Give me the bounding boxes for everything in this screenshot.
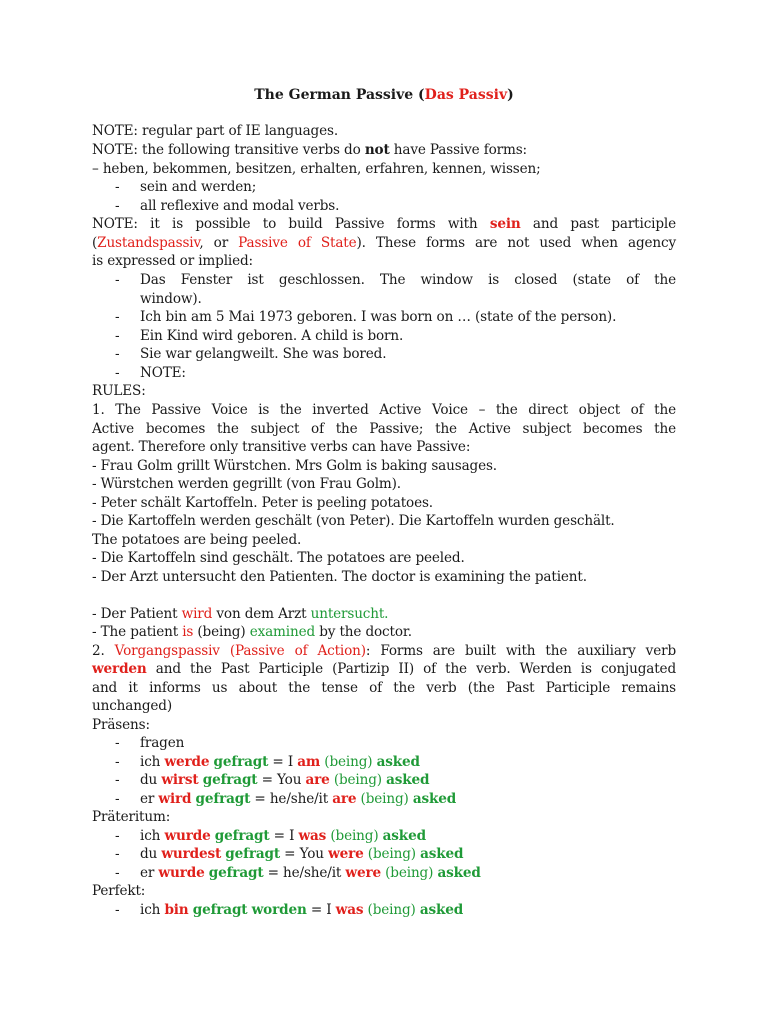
list-item: fragen <box>140 735 185 751</box>
note-line: NOTE: the following transitive verbs do not have Passive forms: <box>92 142 527 158</box>
note-line: (Zustandspassiv, or Passive of State). These forms are not used when agency <box>92 235 676 251</box>
example-line: - Frau Golm grillt Würstchen. Mrs Golm is baking sausages. <box>92 458 497 474</box>
conjugation-line: ich werde gefragt = I am (being) asked <box>140 754 420 770</box>
list-item: NOTE: <box>140 365 186 381</box>
bullet-dash: - <box>115 328 120 344</box>
tense-heading: Präteritum: <box>92 809 171 825</box>
rule-line: 1. The Passive Voice is the inverted Active Voice – the direct object of the <box>92 402 676 418</box>
rule-line: agent. Therefore only transitive verbs can have Passive: <box>92 439 471 455</box>
bullet-dash: - <box>115 846 120 862</box>
conjugation-line: er wird gefragt = he/she/it are (being) asked <box>140 791 457 807</box>
note-line: NOTE: regular part of IE languages. <box>92 123 339 139</box>
list-item: window). <box>140 291 202 307</box>
conjugation-line: ich wurde gefragt = I was (being) asked <box>140 828 426 844</box>
bullet-dash: - <box>115 828 120 844</box>
example-line: - Die Kartoffeln werden geschält (von Peter). Die Kartoffeln wurden geschält. <box>92 513 615 529</box>
example-line: - Peter schält Kartoffeln. Peter is peeling potatoes. <box>92 495 433 511</box>
bullet-dash: - <box>115 865 120 881</box>
conjugation-line: du wurdest gefragt = You were (being) asked <box>140 846 464 862</box>
note-line: – heben, bekommen, besitzen, erhalten, erfahren, kennen, wissen; <box>92 161 541 177</box>
rule-line: Active becomes the subject of the Passive; the Active subject becomes the <box>92 421 676 437</box>
bullet-dash: - <box>115 365 120 381</box>
section-heading: RULES: <box>92 383 146 399</box>
rule-line: unchanged) <box>92 698 172 714</box>
rule-line: werden and the Past Participle (Partizip II) of the verb. Werden is conjugated <box>92 661 676 677</box>
rule-line: and it informs us about the tense of the verb (the Past Participle remains <box>92 680 676 696</box>
example-line: - The patient is (being) examined by the doctor. <box>92 624 412 640</box>
bullet-dash: - <box>115 272 120 288</box>
document-title: The German Passive (Das Passiv) <box>254 87 514 103</box>
bullet-dash: - <box>115 754 120 770</box>
conjugation-line: du wirst gefragt = You are (being) asked <box>140 772 430 788</box>
bullet-dash: - <box>115 791 120 807</box>
note-line: NOTE: it is possible to build Passive forms with sein and past participle <box>92 216 676 232</box>
tense-heading: Präsens: <box>92 717 150 733</box>
bullet-dash: - <box>115 772 120 788</box>
example-line: - Der Arzt untersucht den Patienten. The doctor is examining the patient. <box>92 569 587 585</box>
list-item: all reflexive and modal verbs. <box>140 198 340 214</box>
example-line: - Würstchen werden gegrillt (von Frau Golm). <box>92 476 401 492</box>
bullet-dash: - <box>115 198 120 214</box>
example-line: - Die Kartoffeln sind geschält. The potatoes are peeled. <box>92 550 465 566</box>
conjugation-line: ich bin gefragt worden = I was (being) asked <box>140 902 464 918</box>
bullet-dash: - <box>115 346 120 362</box>
list-item: Ein Kind wird geboren. A child is born. <box>140 328 404 344</box>
list-item: sein and werden; <box>140 179 257 195</box>
list-item: Das Fenster ist geschlossen. The window is closed (state of the <box>140 272 676 288</box>
list-item: Ich bin am 5 Mai 1973 geboren. I was born on … (state of the person). <box>140 309 617 325</box>
list-item: Sie war gelangweilt. She was bored. <box>140 346 387 362</box>
bullet-dash: - <box>115 735 120 751</box>
bullet-dash: - <box>115 902 120 918</box>
rule-line: 2. Vorgangspassiv (Passive of Action): Forms are built with the auxiliary verb <box>92 643 676 659</box>
bullet-dash: - <box>115 179 120 195</box>
conjugation-line: er wurde gefragt = he/she/it were (being) asked <box>140 865 481 881</box>
example-line: - Der Patient wird von dem Arzt untersucht. <box>92 606 389 622</box>
note-line: is expressed or implied: <box>92 253 253 269</box>
bullet-dash: - <box>115 309 120 325</box>
example-line: The potatoes are being peeled. <box>92 532 302 548</box>
tense-heading: Perfekt: <box>92 883 146 899</box>
